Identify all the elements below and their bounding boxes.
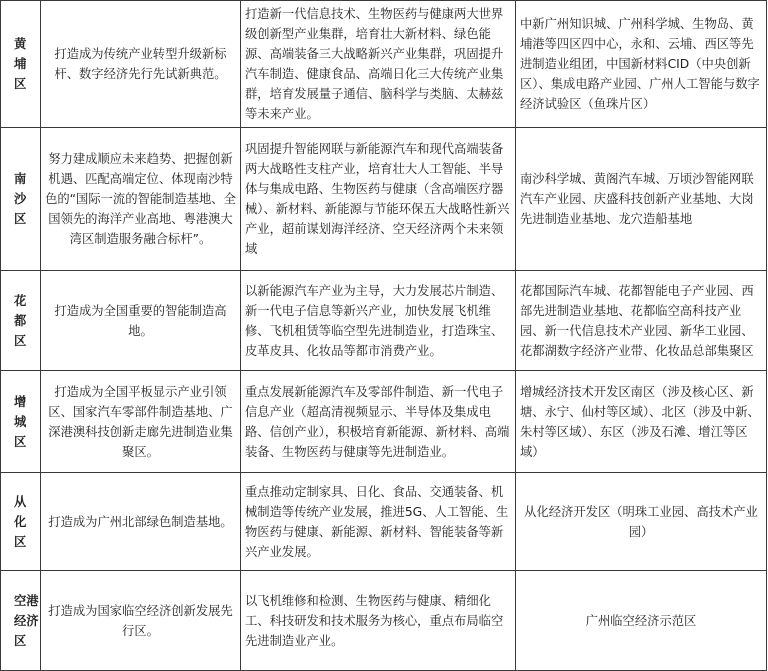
carriers-cell: 广州临空经济示范区	[516, 571, 767, 671]
table-row	[1, 371, 767, 473]
district-cell: 南沙区	[1, 128, 41, 271]
positioning-cell: 打造成为广州北部绿色制造基地。	[41, 473, 241, 571]
carriers-cell: 增城经济技术开发区南区（涉及核心区、新塘、永宁、仙村等区域）、北区（涉及中新、朱村等区域）、东区（涉及石滩、增江等区域）	[516, 371, 767, 473]
positioning-cell: 打造成为国家临空经济创新发展先行区。	[41, 571, 241, 671]
industries-cell: 打造新一代信息技术、生物医药与健康两大世界级创新型产业集群，培育壮大新材料、绿色能源、高端装备三大战略新兴产业集群，巩固提升汽车制造、健康食品、高端日化三大传统产业集群，培育发展量子通信、脑科学与类脑、太赫兹等未来产业。	[241, 1, 516, 128]
district-cell: 黄埔区	[1, 1, 41, 128]
industries-cell: 以新能源汽车产业为主导，大力发展芯片制造、新一代电子信息等新兴产业，加快发展飞机维修、飞机租赁等临空型先进制造业，打造珠宝、皮革皮具、化妆品等都市消费产业。	[241, 271, 516, 371]
carriers-cell: 南沙科学城、黄阁汽车城、万顷沙智能网联汽车产业园、庆盛科技创新产业基地、大岗先进制造业基地、龙穴造船基地	[516, 128, 767, 271]
carriers-cell: 中新广州知识城、广州科学城、生物岛、黄埔港等四区四中心，永和、云埔、西区等先进制造业组团，中国新材料CID（中央创新区）、集成电路产业园、广州人工智能与数字经济试验区（鱼珠片区）	[516, 1, 767, 128]
district-cell: 从化区	[1, 473, 41, 571]
positioning-cell: 努力建成顺应未来趋势、把握创新机遇、匹配高端定位、体现南沙特色的“国际一流的智能制造基地、全国领先的海洋产业高地、粤港澳大湾区制造服务融合标杆”。	[41, 128, 241, 271]
carriers-cell: 从化经济开发区（明珠工业园、高技术产业园）	[516, 473, 767, 571]
positioning-cell: 打造成为全国重要的智能制造高地。	[41, 271, 241, 371]
table-row	[1, 1, 767, 128]
positioning-cell: 打造成为全国平板显示产业引领区、国家汽车零部件制造基地、广深港澳科技创新走廊先进制造业集聚区。	[41, 371, 241, 473]
table-row	[1, 473, 767, 571]
industries-cell: 巩固提升智能网联与新能源汽车和现代高端装备两大战略性支柱产业，培育壮大人工智能、半导体与集成电路、生物医药与健康（含高端医疗器械）、新材料、新能源与节能环保五大战略性新兴产业，超前谋划海洋经济、空天经济两个未来领域	[241, 128, 516, 271]
district-cell: 增城区	[1, 371, 41, 473]
industries-cell: 重点推动定制家具、日化、食品、交通装备、机械制造等传统产业发展，推进5G、人工智能、生物医药与健康、新能源、新材料、智能装备等新兴产业发展。	[241, 473, 516, 571]
table-row	[1, 571, 767, 671]
industries-cell: 以飞机维修和检测、生物医药与健康、精细化工、科技研发和技术服务为核心，重点布局临空先进制造业产业。	[241, 571, 516, 671]
carriers-cell: 花都国际汽车城、花都智能电子产业园、西部先进制造业基地、花都临空高科技产业园、新一代信息技术产业园、新华工业园、花都湖数字经济产业带、化妆品总部集聚区	[516, 271, 767, 371]
positioning-cell: 打造成为传统产业转型升级新标杆、数字经济先行先试新典范。	[41, 1, 241, 128]
district-cell: 空港经济区	[1, 571, 41, 671]
table-row	[1, 271, 767, 371]
industries-cell: 重点发展新能源汽车及零部件制造、新一代电子信息产业（超高清视频显示、半导体及集成电路、信创产业），积极培育新能源、新材料、高端装备、生物医药与健康等先进制造业。	[241, 371, 516, 473]
district-cell: 花都区	[1, 271, 41, 371]
table-row	[1, 128, 767, 271]
